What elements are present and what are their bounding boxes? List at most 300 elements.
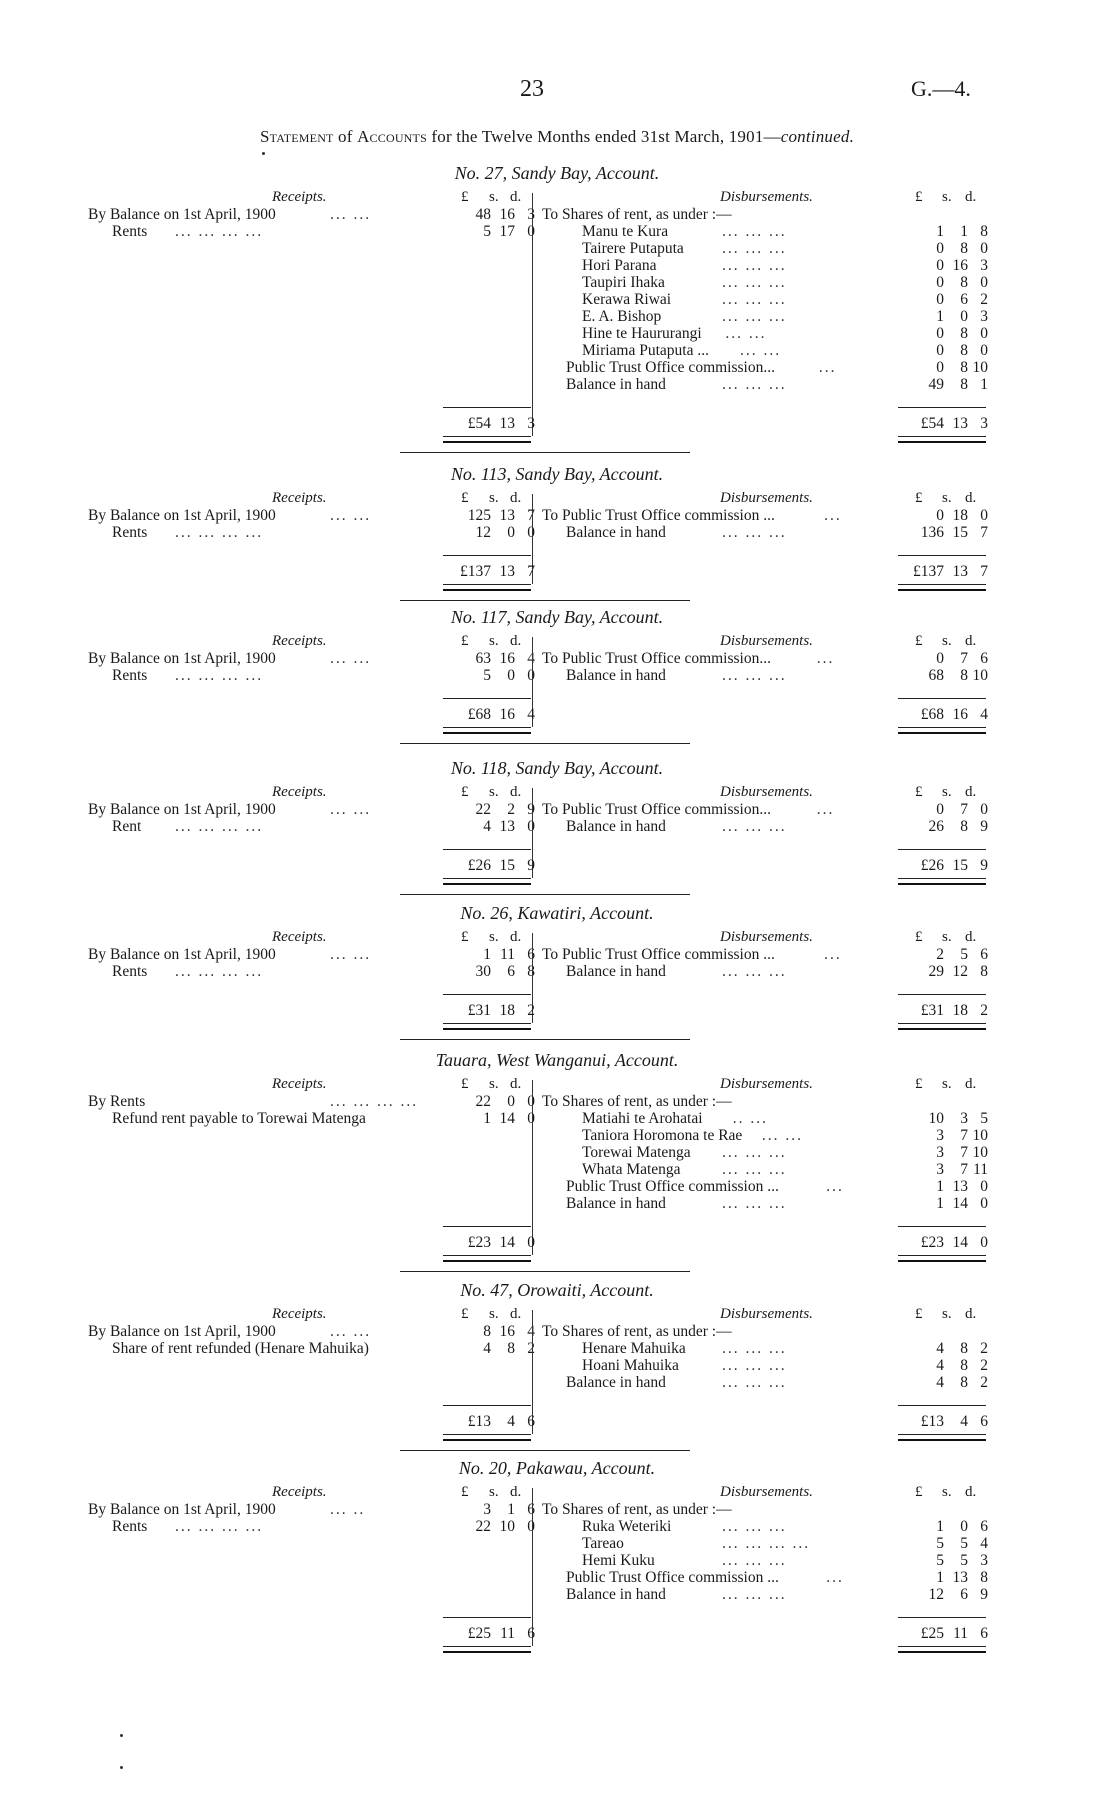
disbursements-total-pounds: £13	[920, 1413, 944, 1430]
receipts-pence-head: d.	[510, 490, 522, 506]
receipts-total-pounds: £137	[460, 563, 491, 580]
disbursement-item-pounds: 68	[928, 667, 944, 684]
receipt-item-pence: 0	[527, 524, 535, 541]
leader-dots: ...	[816, 801, 835, 818]
receipts-heading: Receipts.	[272, 189, 327, 205]
disbursement-item-label: Balance in hand	[566, 667, 666, 684]
disb-pound-head: £	[915, 1076, 923, 1092]
disb-pound-head: £	[915, 189, 923, 205]
leader-dots: .. ...	[732, 1110, 768, 1127]
title-continued: continued.	[780, 127, 855, 146]
receipt-item-pounds: 22	[475, 1518, 491, 1535]
disbursement-item-label: Kerawa Riwai	[582, 291, 672, 308]
leader-dots: ... ... ... ...	[175, 667, 264, 684]
section-separator	[400, 743, 690, 744]
receipt-item-shillings: 0	[507, 1093, 515, 1110]
receipts-pence-head: d.	[510, 929, 522, 945]
column-divider	[532, 193, 533, 436]
disbursement-item-label: Hori Parana	[582, 257, 657, 274]
receipt-item-label: Rents	[112, 667, 148, 684]
receipts-total-pence: 6	[527, 1413, 535, 1430]
document-code: G.—4.	[911, 76, 971, 101]
receipt-item-label: By Balance on 1st April, 1900	[88, 1323, 276, 1340]
title-of: of	[338, 127, 353, 146]
receipts-heading: Receipts.	[272, 784, 327, 800]
disbursements-total-pounds: £31	[920, 1002, 944, 1019]
disbursement-item-pence: 10	[972, 667, 988, 684]
leader-dots: ...	[826, 1178, 844, 1195]
disbursement-item-shillings: 7	[960, 1127, 968, 1144]
leader-dots: ... ... ...	[722, 376, 787, 393]
sum-rule	[898, 1617, 986, 1618]
receipt-item-pounds: 22	[475, 1093, 491, 1110]
column-divider	[532, 1488, 533, 1646]
receipt-item-label: Refund rent payable to Torewai Matenga	[112, 1110, 366, 1127]
leader-dots: ... ... ...	[722, 1374, 787, 1391]
receipt-item-pounds: 12	[475, 524, 491, 541]
disbursements-total-pounds: £25	[920, 1625, 944, 1642]
receipt-item-pence: 0	[527, 818, 535, 835]
receipt-item-pence: 6	[527, 946, 535, 963]
leader-dots: ... ... ... ...	[175, 963, 264, 980]
total-double-rule	[898, 1023, 986, 1030]
section-separator	[400, 1039, 690, 1040]
receipts-pence-head: d.	[510, 1076, 522, 1092]
disbursement-item-shillings: 8	[960, 376, 968, 393]
disbursement-item-shillings: 7	[960, 1161, 968, 1178]
receipts-shilling-head: s.	[489, 1484, 499, 1500]
disbursement-item-label: To Public Trust Office commission ...	[542, 946, 775, 963]
disbursement-item-pence: 10	[972, 1127, 988, 1144]
disbursement-item-pounds: 1	[936, 1178, 944, 1195]
total-double-rule	[443, 584, 531, 591]
receipts-pound-head: £	[461, 633, 469, 649]
disbursement-item-shillings: 12	[952, 963, 968, 980]
disb-pound-head: £	[915, 490, 923, 506]
total-double-rule	[443, 1434, 531, 1441]
receipt-item-pounds: 1	[483, 946, 491, 963]
disbursement-item-label: Public Trust Office commission ...	[566, 1569, 779, 1586]
disbursements-total-pence: 9	[980, 857, 988, 874]
disbursement-item-pence: 8	[980, 963, 988, 980]
account-title: No. 27, Sandy Bay, Account.	[454, 163, 660, 183]
disbursement-item-label: E. A. Bishop	[582, 308, 662, 325]
disbursement-item-pence: 11	[973, 1161, 988, 1178]
disbursement-item-label: To Public Trust Office commission...	[542, 650, 771, 667]
disbursements-total-pounds: £23	[920, 1234, 944, 1251]
disbursement-item-pounds: 49	[928, 376, 944, 393]
receipt-item-pence: 9	[527, 801, 535, 818]
disbursement-item-pence: 10	[972, 1144, 988, 1161]
disbursement-item-label: To Shares of rent, as under :—	[542, 1093, 732, 1110]
disb-pound-head: £	[915, 784, 923, 800]
receipts-heading: Receipts.	[272, 1076, 327, 1092]
disbursement-item-shillings: 8	[960, 818, 968, 835]
disbursement-item-label: Public Trust Office commission ...	[566, 1178, 779, 1195]
receipts-pence-head: d.	[510, 189, 522, 205]
disbursement-item-pence: 0	[980, 1178, 988, 1195]
receipts-pence-head: d.	[510, 1306, 522, 1322]
disbursement-item-label: Tareao	[582, 1535, 624, 1552]
sum-rule	[898, 1405, 986, 1406]
receipt-item-label: Share of rent refunded (Henare Mahuika)	[112, 1340, 369, 1357]
disb-shilling-head: s.	[942, 189, 952, 205]
disb-pence-head: d.	[965, 490, 977, 506]
disb-pence-head: d.	[965, 1484, 977, 1500]
disbursement-item-pounds: 29	[928, 963, 944, 980]
leader-dots: ... ... ...	[722, 667, 787, 684]
receipts-pound-head: £	[461, 784, 469, 800]
disbursement-item-pence: 1	[980, 376, 988, 393]
sum-rule	[443, 994, 531, 995]
disbursement-item-pence: 0	[980, 325, 988, 342]
account-title: No. 20, Pakawau, Account.	[458, 1458, 656, 1478]
leader-dots: ... ... ... ...	[330, 1093, 419, 1110]
receipt-item-label: By Balance on 1st April, 1900	[88, 801, 276, 818]
disbursement-item-shillings: 8	[960, 240, 968, 257]
receipt-item-pounds: 4	[483, 1340, 491, 1357]
disb-pence-head: d.	[965, 189, 977, 205]
disbursement-item-pence: 8	[980, 1569, 988, 1586]
disbursement-item-pence: 10	[972, 359, 988, 376]
disbursement-item-shillings: 5	[960, 1535, 968, 1552]
total-double-rule	[443, 1646, 531, 1653]
total-double-rule	[898, 1255, 986, 1262]
receipts-total-pence: 3	[527, 415, 535, 432]
receipt-item-pence: 0	[527, 1518, 535, 1535]
account-title: Tauara, West Wanganui, Account.	[435, 1050, 679, 1070]
leader-dots: ... ... ... ...	[175, 818, 264, 835]
receipts-pence-head: d.	[510, 633, 522, 649]
leader-dots: ... ... ...	[722, 1195, 787, 1212]
disbursement-item-label: Miriama Putaputa ...	[582, 342, 709, 359]
leader-dots: ... ... ...	[722, 308, 787, 325]
receipts-shilling-head: s.	[489, 784, 499, 800]
disbursement-item-pence: 0	[980, 507, 988, 524]
disb-shilling-head: s.	[942, 1484, 952, 1500]
disbursement-item-shillings: 7	[960, 1144, 968, 1161]
disbursements-total-shillings: 13	[952, 563, 968, 580]
disbursements-total-shillings: 11	[953, 1625, 968, 1642]
sum-rule	[443, 407, 531, 408]
receipt-item-pence: 3	[527, 206, 535, 223]
receipts-total-pounds: £31	[467, 1002, 491, 1019]
sum-rule	[898, 698, 986, 699]
disb-pence-head: d.	[965, 1306, 977, 1322]
disbursement-item-label: To Public Trust Office commission ...	[542, 507, 775, 524]
disbursement-item-label: To Shares of rent, as under :—	[542, 1323, 732, 1340]
receipt-item-pounds: 1	[483, 1110, 491, 1127]
receipts-total-pounds: £54	[467, 415, 491, 432]
receipt-item-pounds: 8	[483, 1323, 491, 1340]
receipts-total-pounds: £26	[467, 857, 491, 874]
disbursement-item-pence: 9	[980, 1586, 988, 1603]
receipt-item-label: Rents	[112, 524, 148, 541]
disbursement-item-pence: 2	[980, 1340, 988, 1357]
disbursement-item-label: Hine te Haururangi	[582, 325, 702, 342]
disbursement-item-pounds: 0	[936, 801, 944, 818]
receipt-item-shillings: 14	[499, 1110, 515, 1127]
sum-rule	[898, 849, 986, 850]
disbursement-item-pence: 7	[980, 524, 988, 541]
disbursement-item-pence: 9	[980, 818, 988, 835]
leader-dots: ... ... ...	[722, 963, 787, 980]
disbursement-item-label: Henare Mahuika	[582, 1340, 686, 1357]
section-separator	[400, 1271, 690, 1272]
receipt-item-pence: 8	[527, 963, 535, 980]
receipt-item-shillings: 11	[500, 946, 515, 963]
disbursement-item-pounds: 26	[928, 818, 944, 835]
disbursement-item-pence: 3	[980, 308, 988, 325]
leader-dots: ... ...	[330, 1323, 372, 1340]
receipts-total-pence: 7	[527, 563, 535, 580]
receipts-total-pounds: £25	[467, 1625, 491, 1642]
disbursement-item-label: To Shares of rent, as under :—	[542, 1501, 732, 1518]
sum-rule	[898, 1226, 986, 1227]
disbursement-item-shillings: 6	[960, 291, 968, 308]
receipts-total-pence: 2	[527, 1002, 535, 1019]
receipts-total-pounds: £23	[467, 1234, 491, 1251]
disbursement-item-pounds: 0	[936, 650, 944, 667]
receipt-item-label: By Rents	[88, 1093, 146, 1110]
disbursement-item-shillings: 8	[960, 1374, 968, 1391]
receipt-item-shillings: 6	[507, 963, 515, 980]
disbursement-item-pence: 5	[980, 1110, 988, 1127]
disbursements-heading: Disbursements.	[720, 189, 813, 205]
disbursement-item-label: To Shares of rent, as under :—	[542, 206, 732, 223]
leader-dots: ... ... ...	[722, 1552, 787, 1569]
sum-rule	[443, 698, 531, 699]
receipts-total-pence: 6	[527, 1625, 535, 1642]
disbursement-item-pence: 0	[980, 274, 988, 291]
disbursements-total-pence: 3	[980, 415, 988, 432]
receipts-shilling-head: s.	[489, 189, 499, 205]
disbursements-total-shillings: 18	[952, 1002, 968, 1019]
disbursement-item-pounds: 0	[936, 325, 944, 342]
receipt-item-label: By Balance on 1st April, 1900	[88, 206, 276, 223]
disbursement-item-pence: 6	[980, 946, 988, 963]
disb-pence-head: d.	[965, 1076, 977, 1092]
leader-dots: ... ...	[330, 650, 372, 667]
receipts-pound-head: £	[461, 929, 469, 945]
leader-dots: ... ...	[761, 1127, 804, 1144]
sum-rule	[443, 1405, 531, 1406]
disbursement-item-pounds: 5	[936, 1552, 944, 1569]
disbursement-item-pounds: 3	[936, 1127, 944, 1144]
leader-dots: ... ...	[740, 342, 782, 359]
leader-dots: ...	[816, 650, 835, 667]
receipts-total-shillings: 16	[499, 706, 515, 723]
disbursements-total-pence: 2	[980, 1002, 988, 1019]
disbursement-item-pounds: 1	[936, 308, 944, 325]
receipt-item-label: Rents	[112, 1518, 148, 1535]
receipts-shilling-head: s.	[489, 1306, 499, 1322]
disbursement-item-label: Taniora Horomona te Rae	[582, 1127, 743, 1144]
leader-dots: ... ... ...	[722, 223, 787, 240]
receipt-item-pounds: 63	[475, 650, 491, 667]
receipt-item-pence: 4	[527, 1323, 535, 1340]
receipts-shilling-head: s.	[489, 633, 499, 649]
account-title: No. 26, Kawatiri, Account.	[460, 903, 654, 923]
disbursements-total-pence: 7	[980, 563, 988, 580]
title-accounts: Accounts	[357, 127, 427, 146]
receipts-heading: Receipts.	[272, 1484, 327, 1500]
receipt-item-label: By Balance on 1st April, 1900	[88, 1501, 276, 1518]
total-double-rule	[898, 878, 986, 885]
disbursement-item-pence: 6	[980, 650, 988, 667]
receipt-item-pence: 2	[527, 1340, 535, 1357]
receipt-item-pounds: 4	[483, 818, 491, 835]
total-double-rule	[898, 436, 986, 443]
disbursements-heading: Disbursements.	[720, 1076, 813, 1092]
disbursement-item-shillings: 8	[960, 667, 968, 684]
disbursement-item-label: Ruka Weteriki	[582, 1518, 672, 1535]
disbursement-item-shillings: 8	[960, 342, 968, 359]
receipt-item-pence: 6	[527, 1501, 535, 1518]
disbursement-item-pounds: 1	[936, 223, 944, 240]
disbursement-item-pence: 0	[980, 801, 988, 818]
disb-pound-head: £	[915, 929, 923, 945]
receipt-item-shillings: 16	[499, 206, 515, 223]
account-title: No. 113, Sandy Bay, Account.	[450, 464, 664, 484]
disb-shilling-head: s.	[942, 1306, 952, 1322]
statement-title	[0, 127, 1114, 147]
disbursement-item-shillings: 5	[960, 1552, 968, 1569]
receipts-total-pence: 9	[527, 857, 535, 874]
disbursement-item-pounds: 4	[936, 1340, 944, 1357]
disbursement-item-pounds: 0	[936, 342, 944, 359]
disbursements-heading: Disbursements.	[720, 1306, 813, 1322]
leader-dots: ... ...	[330, 206, 372, 223]
disbursement-item-shillings: 14	[952, 1195, 968, 1212]
leader-dots: ...	[818, 359, 837, 376]
receipts-pound-head: £	[461, 490, 469, 506]
receipt-item-pounds: 30	[475, 963, 491, 980]
receipt-item-shillings: 8	[507, 1340, 515, 1357]
disbursement-item-shillings: 18	[952, 507, 968, 524]
sum-rule	[898, 994, 986, 995]
disbursements-total-pounds: £26	[920, 857, 944, 874]
receipts-total-pounds: £68	[467, 706, 491, 723]
disbursement-item-label: Matiahi te Arohatai	[582, 1110, 703, 1127]
receipts-pound-head: £	[461, 189, 469, 205]
print-speck	[120, 1766, 123, 1769]
receipt-item-pounds: 48	[475, 206, 491, 223]
disbursement-item-label: Balance in hand	[566, 524, 666, 541]
receipt-item-shillings: 16	[499, 650, 515, 667]
leader-dots: ... ... ...	[722, 257, 787, 274]
disbursement-item-label: Tairere Putaputa	[582, 240, 684, 257]
disbursements-total-pounds: £137	[913, 563, 944, 580]
disbursement-item-pounds: 1	[936, 1195, 944, 1212]
leader-dots: ... ... ...	[722, 240, 787, 257]
disbursements-total-pence: 6	[980, 1625, 988, 1642]
leader-dots: ... ... ...	[722, 818, 787, 835]
print-speck	[120, 1734, 123, 1737]
disbursement-item-pence: 0	[980, 1195, 988, 1212]
receipts-total-shillings: 15	[499, 857, 515, 874]
disbursement-item-pence: 2	[980, 1374, 988, 1391]
receipt-item-label: By Balance on 1st April, 1900	[88, 650, 276, 667]
disbursement-item-pounds: 10	[928, 1110, 944, 1127]
sum-rule	[443, 1226, 531, 1227]
receipts-shilling-head: s.	[489, 490, 499, 506]
disbursement-item-label: Manu te Kura	[582, 223, 669, 240]
disbursement-item-label: Hoani Mahuika	[582, 1357, 679, 1374]
disbursement-item-pounds: 3	[936, 1144, 944, 1161]
disbursement-item-shillings: 8	[960, 1357, 968, 1374]
disbursement-item-shillings: 0	[960, 1518, 968, 1535]
leader-dots: ... ... ...	[722, 1357, 787, 1374]
leader-dots: ... ... ...	[722, 1340, 787, 1357]
disb-pound-head: £	[915, 1484, 923, 1500]
receipts-total-pounds: £13	[467, 1413, 491, 1430]
disbursement-item-shillings: 8	[960, 359, 968, 376]
receipts-pound-head: £	[461, 1484, 469, 1500]
receipt-item-shillings: 1	[507, 1501, 515, 1518]
disb-shilling-head: s.	[942, 633, 952, 649]
disbursement-item-pounds: 1	[936, 1569, 944, 1586]
receipts-total-shillings: 4	[507, 1413, 515, 1430]
disbursement-item-pence: 2	[980, 1357, 988, 1374]
disbursement-item-pounds: 0	[936, 507, 944, 524]
receipt-item-pence: 0	[527, 223, 535, 240]
disbursement-item-shillings: 1	[960, 223, 968, 240]
section-separator	[400, 452, 690, 453]
sum-rule	[443, 1617, 531, 1618]
receipt-item-shillings: 10	[499, 1518, 515, 1535]
disb-shilling-head: s.	[942, 490, 952, 506]
disbursement-item-pounds: 1	[936, 1518, 944, 1535]
disbursement-item-label: Taupiri Ihaka	[582, 274, 665, 291]
receipt-item-shillings: 0	[507, 667, 515, 684]
disbursements-heading: Disbursements.	[720, 929, 813, 945]
disbursement-item-label: Whata Matenga	[582, 1161, 681, 1178]
disbursements-total-shillings: 13	[952, 415, 968, 432]
leader-dots: ... ...	[725, 325, 767, 342]
leader-dots: ... ...	[330, 801, 372, 818]
receipt-item-label: Rents	[112, 223, 148, 240]
receipt-item-label: Rents	[112, 963, 148, 980]
receipt-item-pounds: 125	[467, 507, 491, 524]
leader-dots: ... ... ...	[722, 1518, 787, 1535]
disbursement-item-shillings: 13	[952, 1569, 968, 1586]
disbursement-item-pence: 2	[980, 291, 988, 308]
disbursement-item-pounds: 0	[936, 240, 944, 257]
disbursement-item-shillings: 3	[960, 1110, 968, 1127]
receipt-item-label: Rent	[112, 818, 142, 835]
receipt-item-shillings: 2	[507, 801, 515, 818]
disb-shilling-head: s.	[942, 929, 952, 945]
disbursements-total-pence: 0	[980, 1234, 988, 1251]
disbursement-item-pence: 0	[980, 240, 988, 257]
receipt-item-shillings: 13	[499, 507, 515, 524]
receipts-total-shillings: 11	[500, 1625, 515, 1642]
total-double-rule	[898, 1646, 986, 1653]
disbursement-item-shillings: 15	[952, 524, 968, 541]
total-double-rule	[443, 727, 531, 734]
total-double-rule	[898, 1434, 986, 1441]
disbursement-item-pounds: 4	[936, 1374, 944, 1391]
receipt-item-pounds: 5	[483, 667, 491, 684]
leader-dots: ... ... ...	[722, 1144, 787, 1161]
disbursement-item-pounds: 12	[928, 1586, 944, 1603]
disbursements-total-shillings: 4	[960, 1413, 968, 1430]
disbursement-item-label: Balance in hand	[566, 1586, 666, 1603]
disbursement-item-pence: 0	[980, 342, 988, 359]
title-rest: for the Twelve Months ended 31st March, 1901—	[431, 127, 781, 146]
disb-shilling-head: s.	[942, 1076, 952, 1092]
